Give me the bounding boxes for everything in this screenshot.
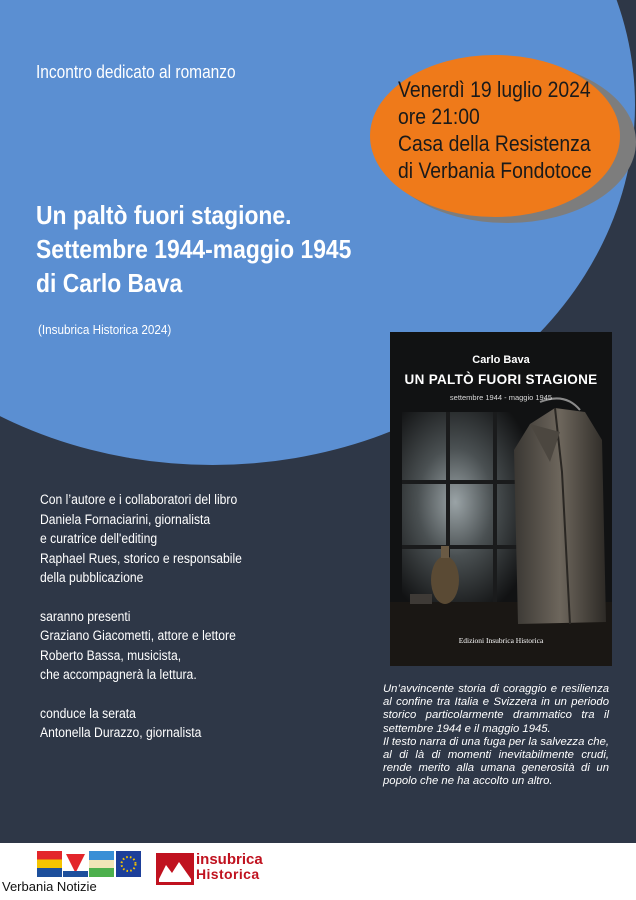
title-line: di Carlo Bava [36,268,183,298]
flag-tile-icon [37,851,62,877]
authors-line: Raphael Rues, storico e responsabile [40,550,242,566]
synopsis-paragraph: Il testo narra di una fuga per la salvezza che, al di là di momenti inevitabilmente crudi, rende merito alla umana generosità di un popolo che ne ha accolto un altro. [383,735,609,788]
synopsis-paragraph: Un’avvincente storia di coraggio e resilienza al confine tra Italia e Svizzera in un periodo storico particolarmente drammatico tra il settembre 1944 e il maggio 1945. [383,683,609,735]
time-line: ore 21:00 [398,104,480,129]
insubrica-word: insubrica [196,851,263,868]
spacer [40,588,242,607]
event-title [36,198,351,300]
intro-heading: Incontro dedicato al romanzo [36,62,236,82]
book-author: Carlo Bava [472,354,530,366]
venue-location-line: di Verbania Fondotoce [398,158,592,183]
publisher-note: (Insubrica Historica 2024) [38,322,172,337]
verbania-notizie-caption: Verbania Notizie [2,879,97,894]
guests-line: che accompagnerà la lettura. [40,667,197,682]
insubrica-red-mark [156,853,194,885]
flag-tiles-logo [37,851,141,877]
title-line: Un paltò fuori stagione. [36,200,292,230]
book-title: UN PALTÒ FUORI STAGIONE [404,372,598,387]
historica-word: Historica [196,866,260,882]
book-subtitle: settembre 1944 - maggio 1945 [449,393,553,402]
flag-tile-icon [63,851,88,877]
book-synopsis [383,683,609,789]
eu-flag-icon [116,851,141,877]
event-details [40,490,242,743]
flag-tile-icon [89,851,114,877]
authors-line: e curatrice dell'editing [40,531,158,546]
book-publisher: Edizioni Insubrica Historica [458,636,544,645]
date-venue-text [398,76,592,184]
host-line: conduce la serata [40,705,136,721]
insubrica-historica-logo [156,853,278,885]
authors-line: Daniela Fornaciarini, giornalista [40,511,211,527]
host-line: Antonella Durazzo, giornalista [40,725,202,740]
book-cover-image [390,332,612,666]
authors-line: Con l’autore e i collaboratori del libro [40,492,238,507]
date-line: Venerdì 19 luglio 2024 [398,77,591,102]
title-line: Settembre 1944-maggio 1945 [36,234,352,264]
authors-line: della pubblicazione [40,570,144,585]
spacer [40,685,242,704]
venue-line: Casa della Resistenza [398,131,591,156]
guests-line: Graziano Giacometti, attore e lettore [40,628,236,643]
guests-line: Roberto Bassa, musicista, [40,647,182,663]
guests-line: saranno presenti [40,608,131,624]
